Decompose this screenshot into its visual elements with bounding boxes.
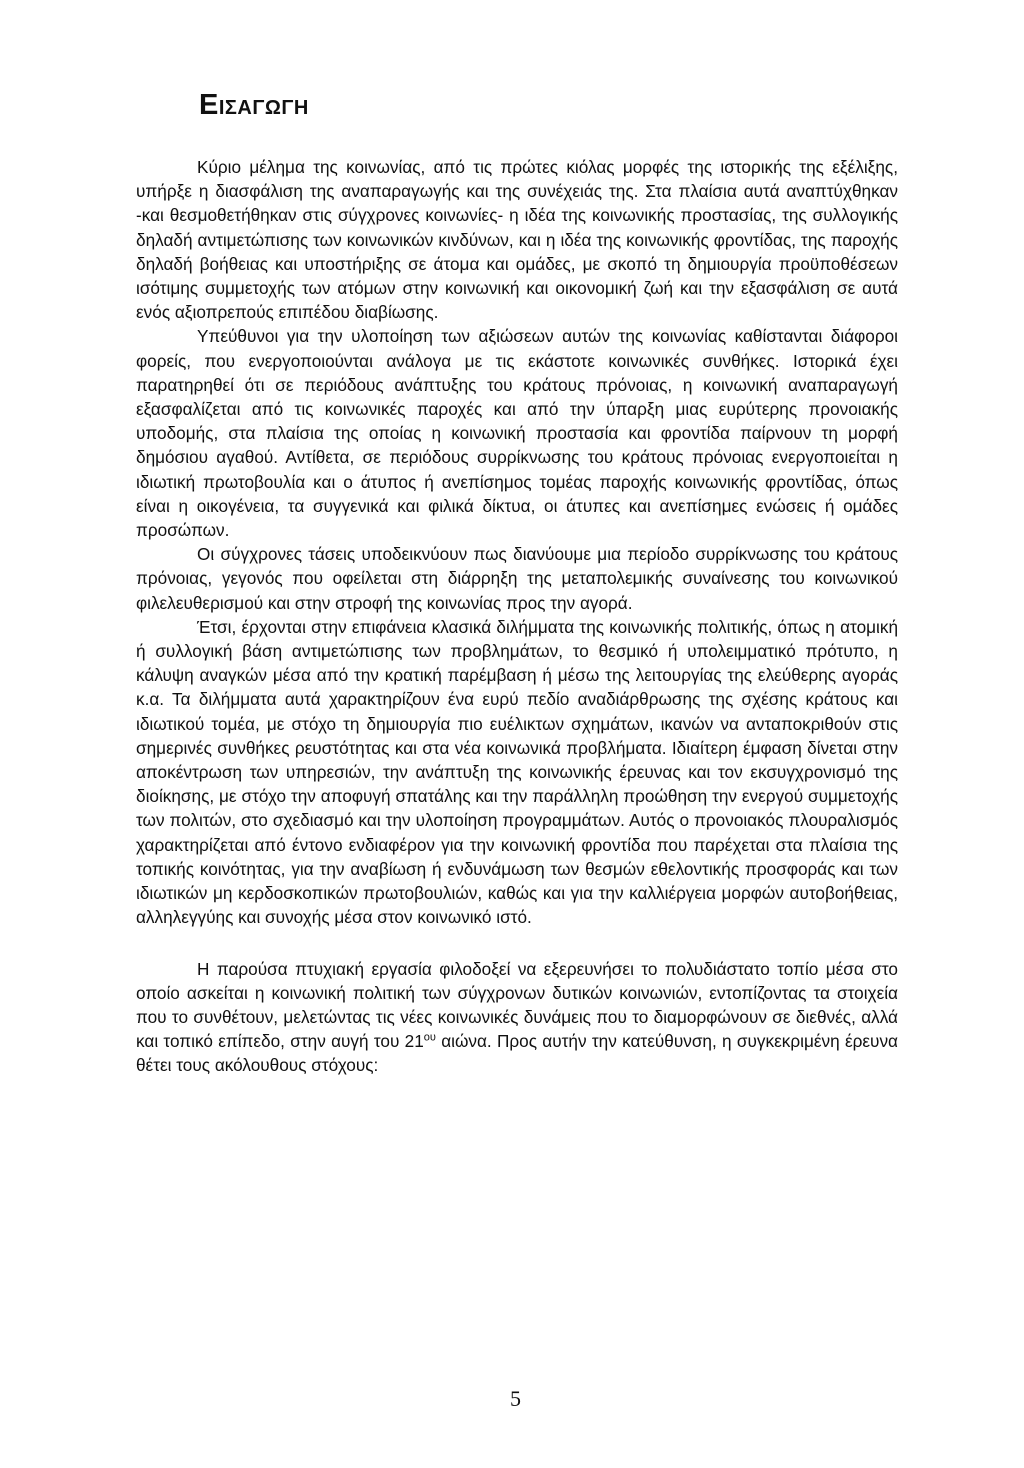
paragraph: Έτσι, έρχονται στην επιφάνεια κλασικά διλήμματα της κοινωνικής πολιτικής, όπως η ατομική ή συλλογική βάση αντιμετώπισης των προβλημάτων, το θεσμικό ή υπολειμματικό πρότυπο, η κάλυψη αναγκών μέσα από την κρατική παρέμβαση ή μέσω της λειτουργίας της ελεύθερης αγοράς κ.α. Τα διλήμματα αυτά χαρακτηρίζουν ένα ευρύ πεδίο αναδιάρθρωσης της σχέσης κράτους και ιδιωτικού τομέα, με στόχο τη δημιουργία πιο ευέλικτων σχημάτων, ικανών να ανταποκριθούν στις σημερινές συνθήκες ρευστότητας και στα νέα κοινωνικά προβλήματα. Ιδιαίτερη έμφαση δίνεται στην αποκέντρωση των υπηρεσιών, την ανάπτυξη της κοινωνικής έρευνας και τον εκσυγχρονισμό της διοίκησης, με στόχο την αποφυγή σπατάλης και την παράλληλη προώθηση την ενεργού συμμετοχής των πολιτών, στο σχεδιασμό και την υλοποίηση προγραμμάτων. Αυτός ο προνοιακός πλουραλισμός χαρακτηρίζεται από έντονο ενδιαφέρον για την κοινωνική φροντίδα που παρέχεται στα πλαίσια της τοπικής κοινότητας, για την αναβίωση ή ενδυνάμωση των θεσμών εθελοντικής προσφοράς και των ιδιωτικών μη κερδοσκοπικών πρωτοβουλιών, καθώς και για την καλλιέργεια μορφών αυτοβοήθειας, αλληλεγγύης και συνοχής μέσα στον κοινωνικό ιστό. xyxy=(136,616,898,928)
ordinal-superscript: ου xyxy=(423,1031,436,1044)
body-text xyxy=(136,155,898,1078)
final-paragraph xyxy=(136,957,898,1078)
paragraph: Υπεύθυνοι για την υλοποίηση των αξιώσεων αυτών της κοινωνίας καθίστανται διάφοροι φορείς, που ενεργοποιούνται ανάλογα με τις εκάστοτε κοινωνικές συνθήκες. Ιστορικά έχει παρατηρηθεί ότι σε περιόδους ανάπτυξης του κράτους πρόνοιας, η κοινωνική αναπαραγωγή εξασφαλίζεται από τις κοινωνικές παροχές και από την ύπαρξη μιας ευρύτερης προνοιακής υποδομής, στα πλαίσια της οποίας η κοινωνική προστασία και φροντίδα παίρνουν τη μορφή δημόσιου αγαθού. Αντίθετα, σε περιόδους συρρίκνωσης του κράτους πρόνοιας ενεργοποιείται η ιδιωτική πρωτοβουλία και ο άτυπος ή ανεπίσημος τομέας παροχής κοινωνικής φροντίδας, όπως είναι η οικογένεια, τα συγγενικά και φιλικά δίκτυα, οι άτυπες και ανεπίσημες ενώσεις ή ομάδες προσώπων. xyxy=(136,326,898,541)
paragraph: Κύριο μέλημα της κοινωνίας, από τις πρώτες κιόλας μορφές της ιστορικής της εξέλιξης, υπήρξε η διασφάλιση της αναπαραγωγής και της συνέχειάς της. Στα πλαίσια αυτά αναπτύχθηκαν -και θεσμοθετήθηκαν στις σύγχρονες κοινωνίες- η ιδέα της κοινωνικής προστασίας, της συλλογικής δηλαδή αντιμετώπισης των κοινωνικών κινδύνων, και η ιδέα της κοινωνικής φροντίδας, της παροχής δηλαδή βοήθειας και υποστήριξης σε άτομα και ομάδες, με σκοπό τη δημιουργία προϋποθέσεων ισότιμης συμμετοχής των ατόμων στην κοινωνική και οικονομική ζωή και την εξασφάλιση σε αυτά ενός αξιοπρεπούς επιπέδου διαβίωσης. xyxy=(136,157,898,323)
paragraph: Οι σύγχρονες τάσεις υποδεικνύουν πως διανύουμε μια περίοδο συρρίκνωσης του κράτους πρόνοιας, γεγονός που οφείλεται στη διάρρηξη της μεταπολεμικής συναίνεσης του κοινωνικού φιλελευθερισμού και στην στροφή της κοινωνίας προς την αγορά. xyxy=(136,544,898,613)
page-heading: Εισαγωγη xyxy=(199,89,309,121)
final-paragraph-text-end: αιώνα. Προς αυτήν την κατεύθυνση, η συγκεκριμένη έρευνα θέτει τους ακόλουθους στόχους: xyxy=(136,1031,898,1076)
page-number: 5 xyxy=(510,1386,521,1411)
final-paragraph-text: Η παρούσα πτυχιακή εργασία φιλοδοξεί να εξερευνήσει το πολυδιάστατο τοπίο μέσα στο οποίο ασκείται η κοινωνική πολιτική των σύγχρονων δυτικών κοινωνιών, εντοπίζοντας τα στοιχεία που το συνθέτουν, μελετώντας τις νέες κοινωνικές δυνάμεις που το διαμορφώνουν σε διεθνές, αλλά και τοπικό επίπεδο, στην αυγή του 21 xyxy=(136,958,898,1052)
